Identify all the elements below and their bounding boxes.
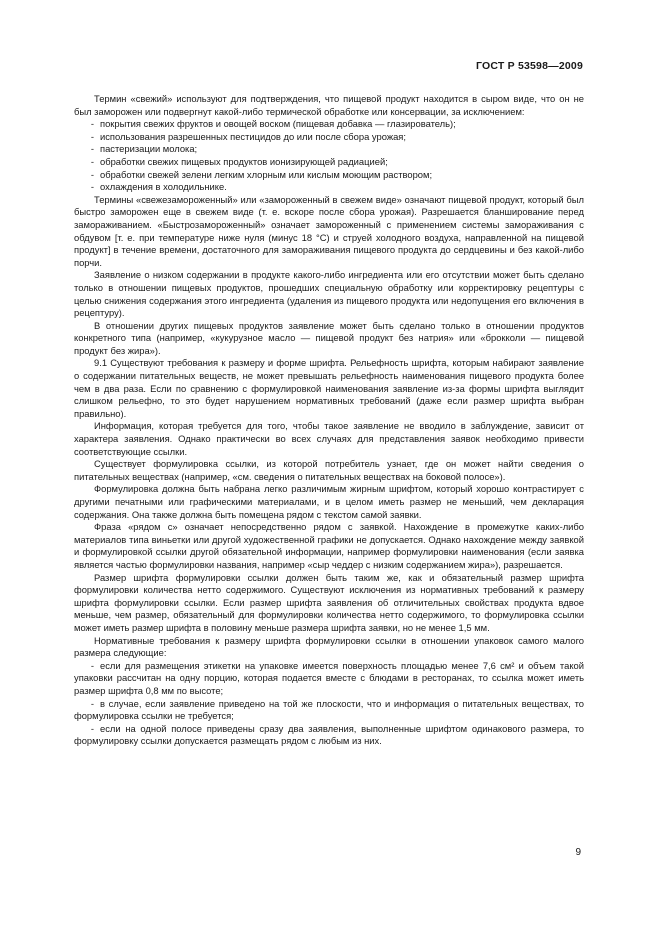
paragraph: Фраза «рядом с» означает непосредственно рядом с заявкой. Нахождение в промежутке каких-либо материалов типа виньетки или другой художественной графики не допускается. Однако нахождение между заявкой и формулировкой ссылки другой обязательной информации, например формулировки наименования (если заявка является частью формулировки названия, например «сыр чеддер с низким содержанием жира»), разрешается. — [74, 521, 584, 570]
list-dash: - — [90, 143, 94, 155]
page-number: 9 — [575, 847, 581, 858]
list-item-text: если на одной полосе приведены сразу два заявления, выполненные шрифтом одинакового размера, то формулировку ссылки допускается размещать рядом с любым из них. — [74, 722, 584, 747]
list-item — [74, 660, 584, 698]
list-item — [74, 169, 584, 182]
paragraph: 9.1 Существуют требования к размеру и форме шрифта. Рельефность шрифта, которым набирают заявление о содержании питательных веществ, не может превышать рельефность наименования пищевого продукта более чем в два раза. Если по сравнению с формулировкой наименования заявление из-за формы шрифта выглядит слишком рельефно, то это будет нарушением нормативных требований (даже если размер шрифта выбран правильно). — [74, 357, 584, 419]
paragraph: Формулировка должна быть набрана легко различимым жирным шрифтом, который хорошо контрастирует с другими печатными или графическими материалами, и в целом иметь размер не меньший, чем декларация содержания. Она также должна быть помещена рядом с текстом самой заявки. — [74, 483, 584, 520]
list-dash: - — [90, 181, 94, 193]
list-item-text: обработки свежей зелени легким хлорным или кислым моющим раствором; — [100, 168, 433, 180]
list-item-text: обработки свежих пищевых продуктов ионизирующей радиацией; — [100, 155, 388, 167]
list-item-text: охлаждения в холодильнике. — [100, 181, 227, 193]
paragraph: В отношении других пищевых продуктов заявление может быть сделано только в отношении продуктов конкретного типа (например, «кукурузное масло — пищевой продукт без натрия» или «брокколи — пищевой продукт без жира»). — [74, 319, 584, 356]
list-dash: - — [90, 118, 94, 130]
document-body — [74, 93, 584, 748]
standard-id-header: ГОСТ Р 53598—2009 — [475, 60, 583, 72]
list-item-text: использования разрешенных пестицидов до или после сбора урожая; — [100, 130, 406, 142]
list-item — [74, 143, 584, 156]
paragraph: Существует формулировка ссылки, из которой потребитель узнает, где он может найти сведения о питательных веществах (например, «см. сведения о питательных веществах на боковой полосе»). — [74, 458, 584, 482]
list-item-text: пастеризации молока; — [100, 143, 198, 155]
list-item — [74, 156, 584, 169]
paragraph: Информация, которая требуется для того, чтобы такое заявление не вводило в заблуждение, зависит от характера заявления. Однако практически во всех случаях для представления заявок необходимо привести соответствующие ссылки. — [74, 420, 584, 457]
paragraph: Размер шрифта формулировки ссылки должен быть таким же, как и обязательный размер шрифта формулировки количества нетто содержимого. Существуют исключения из нормативных требований к размеру шрифта формулировки ссылки. Если размер шрифта заявления об отличительных свойствах продукта вдвое меньше, чем размер, обязательный для формулировки количества нетто содержимого, то формулировка ссылки может иметь размер шрифта в половину меньше размера шрифта заявки, но не менее 1,5 мм. — [74, 571, 584, 633]
list-item — [74, 131, 584, 144]
list-dash: - — [90, 697, 94, 709]
list-dash: - — [90, 722, 94, 734]
paragraph: Термин «свежий» используют для подтверждения, что пищевой продукт находится в сыром виде, что он не был заморожен или подвергнут какой-либо термической обработке или консервации, за исключением: — [74, 93, 584, 117]
paragraph: Термины «свежезамороженный» или «замороженный в свежем виде» означают пищевой продукт, который был быстро заморожен еще в свежем виде (т. е. вскоре после сбора урожая). Разрешается бланширование перед замораживанием. «Быстрозамороженный» означает замороженный с применением системы замораживания с обдувом [т. е. при температуре ниже нуля (минус 18 °С) и струей холодного воздуха, направленной на пищевой продукт] в течение времени, достаточного для замораживания пищевого продукта до сердцевины и без какой-либо порчи. — [74, 193, 584, 268]
list-item — [74, 118, 584, 131]
list-item — [74, 698, 584, 723]
paragraph: Нормативные требования к размеру шрифта формулировки ссылки в отношении упаковок самого малого размера следующие: — [74, 634, 584, 659]
list-item-text: в случае, если заявление приведено на той же плоскости, что и информация о питательных веществах, то формулировка ссылки не требуется; — [74, 697, 584, 722]
list-item-text: покрытия свежих фруктов и овощей воском (пищевая добавка — глазирователь); — [100, 118, 456, 130]
list-dash: - — [90, 130, 94, 142]
list-item-text: если для размещения этикетки на упаковке имеется поверхность площадью менее 7,6 см² и объем такой упаковки рассчитан на одну порцию, которая подается вместе с блюдами в ресторанах, то ссылка может иметь размер шрифта 0,8 мм по высоте; — [74, 659, 584, 696]
list-item — [74, 181, 584, 194]
list-dash: - — [90, 168, 94, 180]
list-item — [74, 723, 584, 748]
paragraph: Заявление о низком содержании в продукте какого-либо ингредиента или его отсутствии может быть сделано только в отношении пищевых продуктов, прошедших специальную обработку или корректировку рецептуры с целью снижения содержания этого ингредиента (удаления из пищевого продукта или недопущения его включения в рецептуру). — [74, 269, 584, 319]
list-dash: - — [90, 155, 94, 167]
list-dash: - — [90, 659, 94, 671]
